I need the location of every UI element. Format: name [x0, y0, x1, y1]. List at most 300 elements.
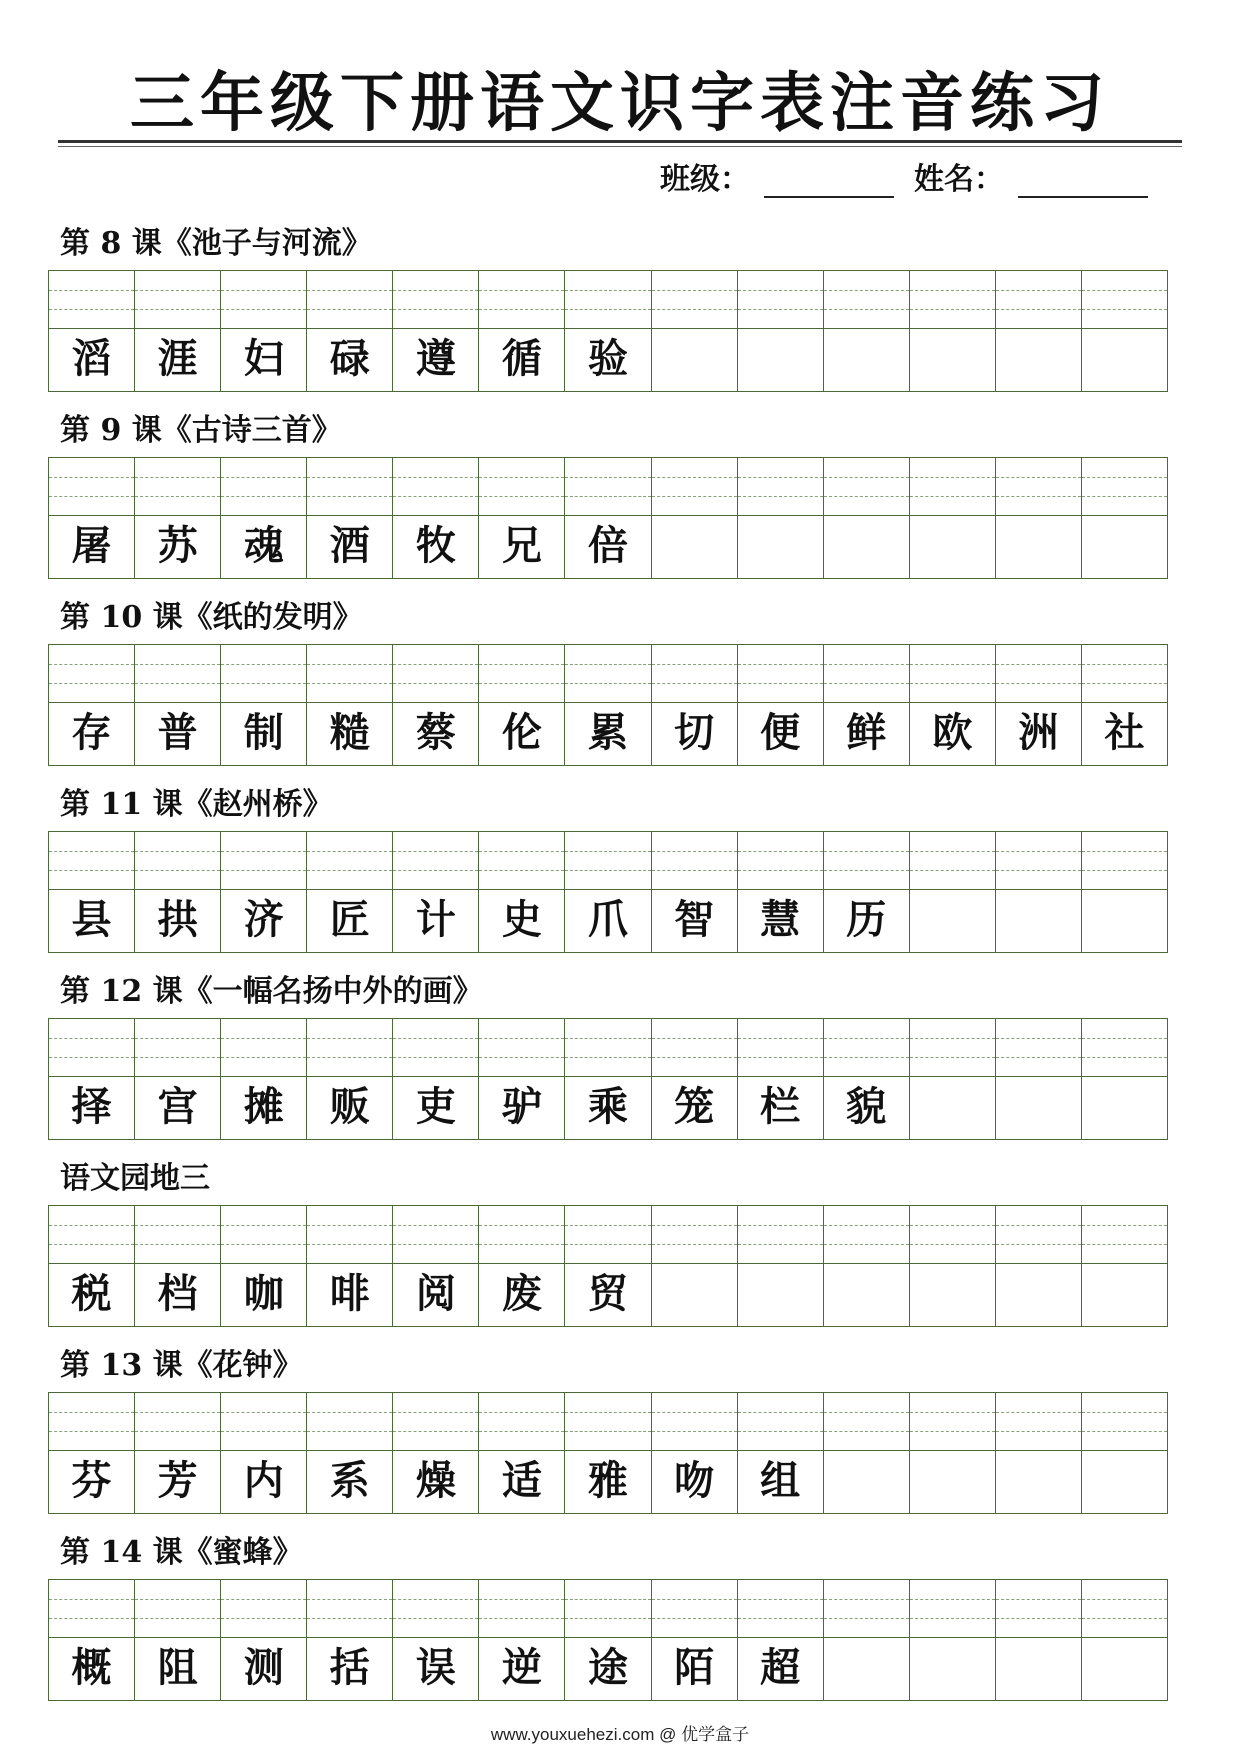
pinyin-writing-area[interactable]: [565, 645, 650, 703]
grid-cell: [49, 645, 134, 765]
pinyin-writing-area[interactable]: [910, 832, 995, 890]
hanzi-character: [824, 1450, 909, 1513]
hanzi-character: [1082, 1450, 1167, 1513]
grid-cell: [1081, 1206, 1167, 1326]
grid-cell: [909, 832, 995, 952]
grid-cell: [651, 832, 737, 952]
hanzi-character: 驴: [501, 1084, 542, 1130]
grid-cell: [220, 1206, 306, 1326]
pinyin-writing-area[interactable]: [49, 1206, 134, 1264]
grid-cell: [306, 832, 392, 952]
pinyin-writing-area[interactable]: [996, 1019, 1081, 1077]
pinyin-writing-area[interactable]: [738, 1019, 823, 1077]
grid-cell: [995, 1019, 1081, 1139]
hanzi-character: 兄: [501, 523, 542, 569]
grid-cell: [737, 1206, 823, 1326]
pinyin-writing-area[interactable]: [738, 832, 823, 890]
pinyin-writing-area[interactable]: [1082, 271, 1167, 329]
grid-cell: [220, 832, 306, 952]
pinyin-writing-area[interactable]: [393, 1393, 478, 1451]
grid-cell: [737, 1580, 823, 1700]
hanzi-character: 阻: [157, 1645, 198, 1691]
pinyin-writing-area[interactable]: [652, 645, 737, 703]
grid-cell: [1081, 832, 1167, 952]
hanzi-character: [910, 1450, 995, 1513]
pinyin-writing-area[interactable]: [135, 645, 220, 703]
hanzi-character: [824, 1263, 909, 1326]
pinyin-writing-area[interactable]: [910, 1206, 995, 1264]
hanzi-character: 慧: [760, 897, 801, 943]
grid-cell: [564, 1580, 650, 1700]
hanzi-character: 便: [760, 710, 801, 756]
pinyin-writing-area[interactable]: [135, 832, 220, 890]
hanzi-character: 累: [588, 710, 628, 756]
pinyin-grid: [48, 457, 1168, 579]
grid-cell: [392, 458, 478, 578]
pinyin-writing-area[interactable]: [307, 1393, 392, 1451]
hanzi-character: [996, 1450, 1081, 1513]
hanzi-character: 贩: [329, 1084, 370, 1130]
hanzi-character: 普: [157, 710, 198, 756]
grid-cell: [564, 645, 650, 765]
pinyin-writing-area[interactable]: [652, 458, 737, 516]
grid-cell: [651, 458, 737, 578]
pinyin-writing-area[interactable]: [652, 1206, 737, 1264]
pinyin-writing-area[interactable]: [910, 1393, 995, 1451]
pinyin-writing-area[interactable]: [221, 1019, 306, 1077]
lesson-title: 第 12 课《一幅名扬中外的画》: [60, 974, 483, 1009]
pinyin-writing-area[interactable]: [565, 1580, 650, 1638]
grid-cell: [478, 645, 564, 765]
pinyin-writing-area[interactable]: [738, 1393, 823, 1451]
pinyin-writing-area[interactable]: [652, 1393, 737, 1451]
pinyin-writing-area[interactable]: [393, 1580, 478, 1638]
hanzi-character: [910, 328, 995, 391]
hanzi-character: 超: [760, 1645, 801, 1691]
grid-cell: [1081, 1393, 1167, 1513]
pinyin-writing-area[interactable]: [738, 1206, 823, 1264]
grid-cell: [737, 1019, 823, 1139]
hanzi-character: [652, 1263, 737, 1326]
pinyin-writing-area[interactable]: [910, 271, 995, 329]
grid-cell: [1081, 271, 1167, 391]
lesson-title: 第 8 课《池子与河流》: [60, 226, 372, 261]
hanzi-character: 途: [588, 1645, 628, 1691]
title-divider: [58, 140, 1182, 143]
grid-cell: [737, 645, 823, 765]
hanzi-character: [652, 515, 737, 578]
pinyin-writing-area[interactable]: [1082, 645, 1167, 703]
footer-watermark: www.youxuehezi.com @ 优学盒子: [490, 1725, 750, 1744]
hanzi-character: 爪: [588, 897, 628, 943]
pinyin-writing-area[interactable]: [307, 1206, 392, 1264]
pinyin-writing-area[interactable]: [738, 458, 823, 516]
pinyin-writing-area[interactable]: [221, 271, 306, 329]
grid-cell: [909, 645, 995, 765]
pinyin-writing-area[interactable]: [393, 832, 478, 890]
pinyin-grid: [48, 270, 1168, 392]
grid-cell: [995, 458, 1081, 578]
hanzi-character: [996, 1076, 1081, 1139]
hanzi-character: 屠: [71, 523, 112, 569]
hanzi-character: 蔡: [415, 710, 456, 756]
hanzi-character: 芬: [71, 1458, 112, 1504]
grid-cell: [651, 1206, 737, 1326]
hanzi-character: 涯: [157, 336, 198, 382]
grid-cell: [392, 832, 478, 952]
grid-cell: [134, 832, 220, 952]
hanzi-character: 逆: [501, 1645, 542, 1691]
grid-cell: [651, 1393, 737, 1513]
grid-cell: [306, 1393, 392, 1513]
pinyin-writing-area[interactable]: [996, 1393, 1081, 1451]
hanzi-character: [1082, 1076, 1167, 1139]
name-label: 姓名：: [914, 162, 1004, 197]
grid-cell: [651, 271, 737, 391]
hanzi-character: [910, 1076, 995, 1139]
hanzi-character: 苏: [157, 523, 198, 569]
hanzi-character: 括: [329, 1645, 370, 1691]
hanzi-character: 宫: [157, 1084, 198, 1130]
pinyin-writing-area[interactable]: [652, 271, 737, 329]
grid-cell: [651, 1580, 737, 1700]
grid-cell: [823, 645, 909, 765]
hanzi-character: 废: [501, 1271, 542, 1317]
pinyin-writing-area[interactable]: [49, 645, 134, 703]
hanzi-character: [1082, 328, 1167, 391]
hanzi-character: 吻: [674, 1458, 715, 1504]
grid-cell: [220, 1019, 306, 1139]
pinyin-writing-area[interactable]: [824, 1206, 909, 1264]
grid-cell: [909, 1206, 995, 1326]
pinyin-writing-area[interactable]: [738, 645, 823, 703]
pinyin-writing-area[interactable]: [393, 1206, 478, 1264]
grid-cell: [49, 832, 134, 952]
pinyin-writing-area[interactable]: [307, 645, 392, 703]
pinyin-writing-area[interactable]: [565, 458, 650, 516]
hanzi-character: [1082, 889, 1167, 952]
pinyin-writing-area[interactable]: [49, 458, 134, 516]
hanzi-character: 匠: [329, 897, 370, 943]
hanzi-character: 遵: [415, 336, 456, 382]
grid-cell: [392, 1580, 478, 1700]
pinyin-writing-area[interactable]: [1082, 1580, 1167, 1638]
pinyin-writing-area[interactable]: [996, 271, 1081, 329]
pinyin-writing-area[interactable]: [910, 645, 995, 703]
hanzi-character: 鲜: [846, 710, 887, 756]
pinyin-writing-area[interactable]: [479, 1393, 564, 1451]
grid-cell: [909, 271, 995, 391]
pinyin-writing-area[interactable]: [221, 458, 306, 516]
hanzi-character: [910, 1637, 995, 1700]
pinyin-writing-area[interactable]: [824, 458, 909, 516]
grid-cell: [478, 832, 564, 952]
grid-cell: [49, 271, 134, 391]
grid-cell: [737, 1393, 823, 1513]
pinyin-writing-area[interactable]: [1082, 458, 1167, 516]
class-blank[interactable]: [764, 160, 894, 198]
pinyin-writing-area[interactable]: [565, 1206, 650, 1264]
pinyin-grid: [48, 1579, 1168, 1701]
pinyin-writing-area[interactable]: [221, 1393, 306, 1451]
hanzi-character: 摊: [243, 1084, 284, 1130]
pinyin-writing-area[interactable]: [49, 1393, 134, 1451]
pinyin-grid: [48, 1018, 1168, 1140]
pinyin-writing-area[interactable]: [221, 832, 306, 890]
hanzi-character: [996, 1637, 1081, 1700]
pinyin-writing-area[interactable]: [221, 1580, 306, 1638]
pinyin-writing-area[interactable]: [565, 271, 650, 329]
grid-cell: [49, 458, 134, 578]
hanzi-character: 妇: [243, 336, 284, 382]
hanzi-character: 智: [674, 897, 715, 943]
grid-cell: [49, 1393, 134, 1513]
grid-cell: [1081, 1580, 1167, 1700]
pinyin-writing-area[interactable]: [393, 458, 478, 516]
grid-cell: [392, 1206, 478, 1326]
grid-cell: [564, 458, 650, 578]
pinyin-grid: [48, 1205, 1168, 1327]
pinyin-writing-area[interactable]: [824, 1019, 909, 1077]
grid-cell: [49, 1580, 134, 1700]
pinyin-writing-area[interactable]: [996, 458, 1081, 516]
pinyin-writing-area[interactable]: [393, 1019, 478, 1077]
grid-cell: [306, 1206, 392, 1326]
grid-cell: [134, 1206, 220, 1326]
hanzi-character: 县: [71, 897, 112, 943]
grid-cell: [49, 1019, 134, 1139]
hanzi-character: 芳: [157, 1458, 198, 1504]
grid-cell: [306, 1580, 392, 1700]
grid-cell: [478, 458, 564, 578]
hanzi-character: [996, 889, 1081, 952]
hanzi-character: 制: [243, 710, 284, 756]
hanzi-character: 切: [674, 710, 715, 756]
hanzi-character: [824, 1637, 909, 1700]
lesson-title: 第 14 课《蜜蜂》: [60, 1535, 303, 1570]
grid-cell: [134, 1393, 220, 1513]
pinyin-writing-area[interactable]: [1082, 1019, 1167, 1077]
grid-cell: [823, 1580, 909, 1700]
pinyin-writing-area[interactable]: [1082, 1206, 1167, 1264]
pinyin-writing-area[interactable]: [49, 1019, 134, 1077]
grid-cell: [737, 458, 823, 578]
pinyin-writing-area[interactable]: [910, 458, 995, 516]
hanzi-character: 阅: [415, 1271, 456, 1317]
hanzi-character: 咖: [243, 1271, 284, 1317]
pinyin-writing-area[interactable]: [135, 1393, 220, 1451]
pinyin-writing-area[interactable]: [479, 1206, 564, 1264]
hanzi-character: [738, 515, 823, 578]
grid-cell: [306, 645, 392, 765]
lesson-title: 第 11 课《赵州桥》: [60, 787, 333, 822]
grid-cell: [909, 1019, 995, 1139]
grid-cell: [306, 271, 392, 391]
pinyin-writing-area[interactable]: [135, 271, 220, 329]
grid-cell: [823, 1393, 909, 1513]
pinyin-writing-area[interactable]: [135, 1206, 220, 1264]
grid-cell: [564, 832, 650, 952]
pinyin-writing-area[interactable]: [393, 271, 478, 329]
pinyin-writing-area[interactable]: [221, 645, 306, 703]
pinyin-writing-area[interactable]: [307, 458, 392, 516]
hanzi-character: [996, 1263, 1081, 1326]
pinyin-writing-area[interactable]: [910, 1580, 995, 1638]
hanzi-character: [996, 515, 1081, 578]
grid-cell: [134, 1019, 220, 1139]
pinyin-writing-area[interactable]: [479, 645, 564, 703]
grid-cell: [909, 458, 995, 578]
grid-cell: [478, 1206, 564, 1326]
grid-cell: [823, 832, 909, 952]
pinyin-writing-area[interactable]: [824, 1580, 909, 1638]
hanzi-character: 档: [157, 1271, 198, 1317]
lesson-title: 第 10 课《纸的发明》: [60, 600, 363, 635]
pinyin-writing-area[interactable]: [49, 271, 134, 329]
grid-cell: [478, 1580, 564, 1700]
hanzi-character: 倍: [588, 523, 628, 569]
grid-cell: [478, 1019, 564, 1139]
pinyin-writing-area[interactable]: [652, 1019, 737, 1077]
lesson-title: 第 13 课《花钟》: [60, 1348, 303, 1383]
class-label: 班级：: [660, 162, 750, 197]
grid-cell: [823, 271, 909, 391]
grid-cell: [134, 458, 220, 578]
pinyin-writing-area[interactable]: [135, 1580, 220, 1638]
pinyin-writing-area[interactable]: [996, 832, 1081, 890]
pinyin-writing-area[interactable]: [479, 1019, 564, 1077]
pinyin-writing-area[interactable]: [479, 832, 564, 890]
page-title: 三年级下册语文识字表注音练习: [130, 67, 1110, 141]
grid-cell: [49, 1206, 134, 1326]
pinyin-writing-area[interactable]: [652, 1580, 737, 1638]
pinyin-writing-area[interactable]: [996, 645, 1081, 703]
grid-cell: [392, 271, 478, 391]
pinyin-writing-area[interactable]: [49, 1580, 134, 1638]
pinyin-writing-area[interactable]: [307, 271, 392, 329]
name-blank[interactable]: [1018, 160, 1148, 198]
grid-cell: [220, 271, 306, 391]
pinyin-writing-area[interactable]: [824, 1393, 909, 1451]
grid-cell: [995, 1580, 1081, 1700]
grid-cell: [392, 1393, 478, 1513]
pinyin-grid: [48, 1392, 1168, 1514]
pinyin-writing-area[interactable]: [49, 832, 134, 890]
hanzi-character: [738, 328, 823, 391]
grid-cell: [823, 1206, 909, 1326]
pinyin-writing-area[interactable]: [738, 1580, 823, 1638]
hanzi-character: 牧: [415, 523, 456, 569]
hanzi-character: 计: [415, 897, 456, 943]
title-divider-thin: [58, 146, 1182, 147]
pinyin-writing-area[interactable]: [910, 1019, 995, 1077]
pinyin-writing-area[interactable]: [1082, 832, 1167, 890]
hanzi-character: 栏: [760, 1084, 801, 1130]
student-info: [660, 158, 1148, 198]
hanzi-character: [738, 1263, 823, 1326]
hanzi-character: 贸: [588, 1271, 628, 1317]
pinyin-writing-area[interactable]: [565, 1019, 650, 1077]
hanzi-character: 测: [243, 1645, 284, 1691]
hanzi-character: 笼: [674, 1084, 715, 1130]
pinyin-writing-area[interactable]: [307, 1580, 392, 1638]
hanzi-character: 拱: [157, 897, 198, 943]
grid-cell: [1081, 645, 1167, 765]
pinyin-writing-area[interactable]: [824, 832, 909, 890]
hanzi-character: 择: [71, 1084, 112, 1130]
hanzi-character: [824, 515, 909, 578]
hanzi-character: 验: [588, 336, 628, 382]
hanzi-character: [996, 328, 1081, 391]
grid-cell: [995, 271, 1081, 391]
pinyin-writing-area[interactable]: [307, 1019, 392, 1077]
pinyin-writing-area[interactable]: [479, 458, 564, 516]
hanzi-character: 吏: [415, 1084, 456, 1130]
pinyin-grid: [48, 644, 1168, 766]
grid-cell: [995, 832, 1081, 952]
pinyin-writing-area[interactable]: [996, 1580, 1081, 1638]
grid-cell: [737, 271, 823, 391]
pinyin-writing-area[interactable]: [479, 271, 564, 329]
grid-cell: [823, 458, 909, 578]
pinyin-writing-area[interactable]: [824, 645, 909, 703]
pinyin-writing-area[interactable]: [738, 271, 823, 329]
pinyin-writing-area[interactable]: [565, 832, 650, 890]
grid-cell: [1081, 1019, 1167, 1139]
grid-cell: [737, 832, 823, 952]
grid-cell: [134, 271, 220, 391]
pinyin-grid: [48, 831, 1168, 953]
pinyin-writing-area[interactable]: [652, 832, 737, 890]
hanzi-character: 史: [501, 897, 542, 943]
hanzi-character: 酒: [329, 523, 370, 569]
grid-cell: [564, 1206, 650, 1326]
pinyin-writing-area[interactable]: [996, 1206, 1081, 1264]
lesson-title: 第 9 课《古诗三首》: [60, 413, 342, 448]
pinyin-writing-area[interactable]: [307, 832, 392, 890]
grid-cell: [220, 458, 306, 578]
hanzi-character: 欧: [932, 710, 973, 756]
hanzi-character: 存: [71, 710, 112, 756]
pinyin-writing-area[interactable]: [1082, 1393, 1167, 1451]
grid-cell: [306, 458, 392, 578]
grid-cell: [306, 1019, 392, 1139]
hanzi-character: [910, 889, 995, 952]
hanzi-character: 雅: [588, 1458, 628, 1504]
grid-cell: [909, 1580, 995, 1700]
hanzi-character: 概: [71, 1645, 112, 1691]
pinyin-writing-area[interactable]: [393, 645, 478, 703]
pinyin-writing-area[interactable]: [221, 1206, 306, 1264]
pinyin-writing-area[interactable]: [479, 1580, 564, 1638]
hanzi-character: 系: [329, 1458, 370, 1504]
hanzi-character: [1082, 515, 1167, 578]
hanzi-character: 啡: [329, 1271, 370, 1317]
grid-cell: [1081, 458, 1167, 578]
grid-cell: [564, 1019, 650, 1139]
grid-cell: [392, 1019, 478, 1139]
pinyin-writing-area[interactable]: [135, 458, 220, 516]
hanzi-character: 历: [846, 897, 887, 943]
pinyin-writing-area[interactable]: [824, 271, 909, 329]
hanzi-character: 陌: [674, 1645, 715, 1691]
hanzi-character: 适: [501, 1458, 542, 1504]
hanzi-character: 燥: [415, 1458, 456, 1504]
grid-cell: [995, 645, 1081, 765]
pinyin-writing-area[interactable]: [135, 1019, 220, 1077]
hanzi-character: 糙: [329, 710, 370, 756]
pinyin-writing-area[interactable]: [565, 1393, 650, 1451]
